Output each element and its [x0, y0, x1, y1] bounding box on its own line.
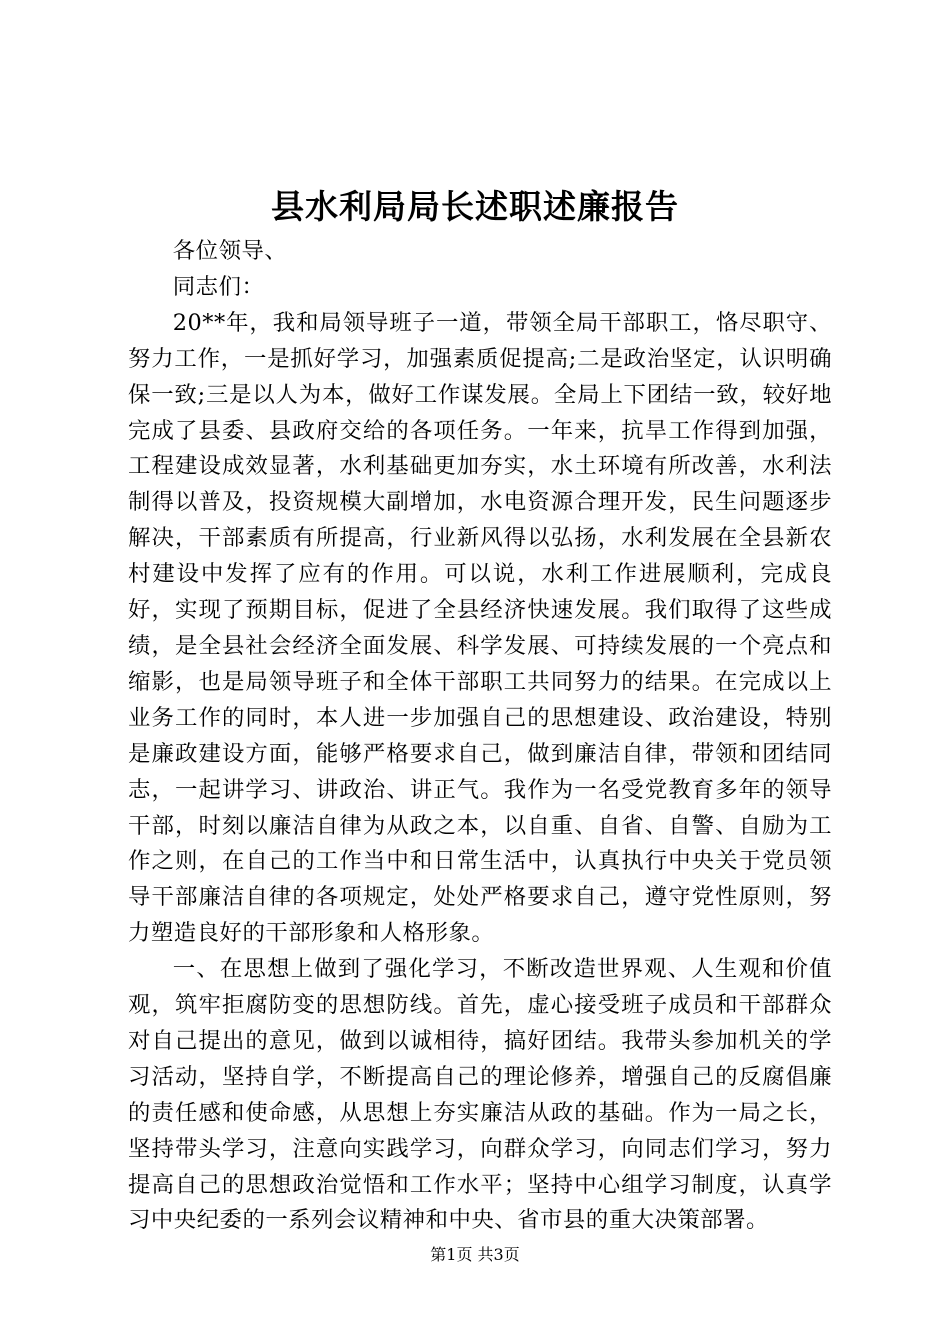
salutation-leaders: 各位领导、 — [172, 238, 288, 264]
document-title: 县水利局局长述职述廉报告 — [271, 187, 679, 226]
document-body — [128, 234, 832, 1239]
salutation-comrades: 同志们： — [172, 273, 265, 300]
paragraph-intro: 20**年，我和局领导班子一道，带领全局干部职工，恪尽职守、努力工作，一是抓好学习，加强素质促提高;二是政治坚定，认识明确保一致;三是以人为本，做好工作谋发展。全局上下团结一致，较好地完成了县委、县政府交给的各项任务。一年来，抗旱工作得到加强，工程建设成效显著，水利基础更加夯实，水土环境有所改善，水利法制得以普及，投资规模大副增加，水电资源合理开发，民生问题逐步解决，干部素质有所提高，行业新风得以弘扬，水利发展在全县新农村建设中发挥了应有的作用。可以说，水利工作进展顺利，完成良好，实现了预期目标，促进了全县经济快速发展。我们取得了这些成绩，是全县社会经济全面发展、科学发展、可持续发展的一个亮点和缩影，也是局领导班子和全体干部职工共同努力的结果。在完成以上业务工作的同时，本人进一步加强自己的思想建设、政治建设，特别是廉政建设方面，能够严格要求自己，做到廉洁自律，带领和团结同志，一起讲学习、讲政治、讲正气。我作为一名受党教育多年的领导干部，时刻以廉洁自律为从政之本，以自重、自省、自警、自励为工作之则，在自己的工作当中和日常生活中，认真执行中央关于党员领导干部廉洁自律的各项规定，处处严格要求自己，遵守党性原则，努力塑造良好的干部形象和人格形象。 — [128, 309, 832, 947]
paragraph-section-one: 一、在思想上做到了强化学习，不断改造世界观、人生观和价值观，筑牢拒腐防变的思想防线。首先，虚心接受班子成员和干部群众对自己提出的意见，做到以诚相待，搞好团结。我带头参加机关的学习活动，坚持自学，不断提高自己的理论修养，增强自己的反腐倡廉的责任感和使命感，从思想上夯实廉洁从政的基础。作为一局之长，坚持带头学习，注意向实践学习，向群众学习，向同志们学习，努力提高自己的思想政治觉悟和工作水平；坚持中心组学习制度，认真学习中央纪委的一系列会议精神和中央、省市县的重大决策部署。 — [128, 956, 832, 1234]
page-footer: 第1页 共3页 — [430, 1245, 520, 1264]
